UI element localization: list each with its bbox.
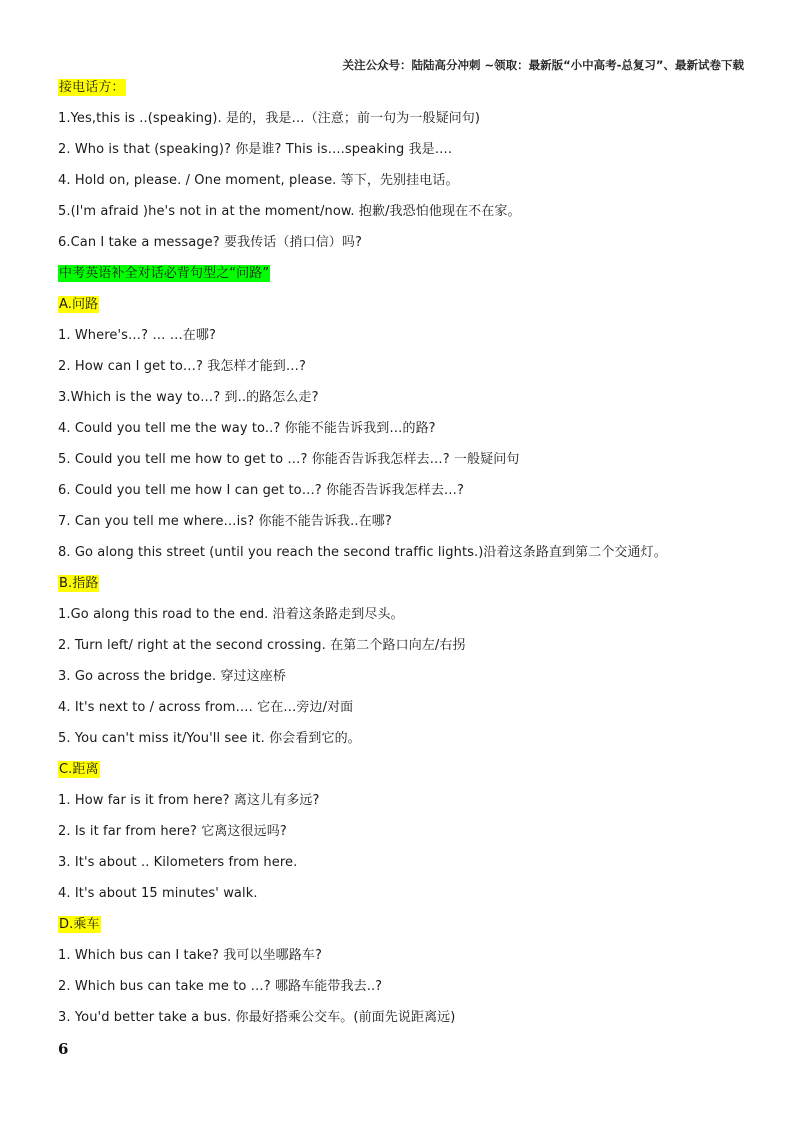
line-text: 2. Which bus can take me to …? 哪路车能带我去..?: [58, 979, 383, 994]
text-line: [58, 447, 758, 478]
text-line: [58, 478, 758, 509]
line-text: 1. Where's…? … …在哪?: [58, 328, 216, 343]
line-text: 4. Could you tell me the way to..? 你能不能告诉我到…的路?: [58, 421, 436, 436]
line-text: 3. It's about .. Kilometers from here.: [58, 855, 298, 870]
text-line: [58, 974, 758, 1005]
header-note: 关注公众号：陆陆高分冲刺 ~领取：最新版“小中高考-总复习”、最新试卷下载: [342, 58, 744, 72]
line-text: 4. It's about 15 minutes' walk.: [58, 886, 258, 901]
line-text: 2. How can I get to…? 我怎样才能到…?: [58, 359, 306, 374]
line-text: 8. Go along this street (until you reach the second traffic lights.)沿着这条路直到第二个交通灯。: [58, 545, 667, 560]
text-line: [58, 385, 758, 416]
document-body: [58, 75, 758, 1036]
highlighted-heading-text: 接电话方：: [59, 80, 125, 95]
line-text: 4. It's next to / across from…. 它在…旁边/对面: [58, 700, 354, 715]
text-line: [58, 602, 758, 633]
text-line: [58, 106, 758, 137]
highlighted-heading-text: 中考英语补全对话必背句型之“问路”: [59, 266, 270, 281]
text-line: [58, 695, 758, 726]
text-line: [58, 1005, 758, 1036]
line-text: 2. Who is that (speaking)? 你是谁? This is….speaking 我是….: [58, 142, 453, 157]
line-text: 7. Can you tell me where…is? 你能不能告诉我..在哪?: [58, 514, 392, 529]
line-text: 2. Turn left/ right at the second crossing. 在第二个路口向左/右拐: [58, 638, 466, 653]
page-number: 6: [58, 1040, 69, 1058]
text-line: [58, 726, 758, 757]
line-text: 4. Hold on, please. / One moment, please. 等下，先别挂电话。: [58, 173, 459, 188]
text-line: [58, 540, 758, 571]
highlighted-heading-text: B.指路: [59, 576, 99, 591]
highlighted-heading-text: C.距离: [59, 762, 99, 777]
text-line: [58, 850, 758, 881]
text-line: [58, 881, 758, 912]
section-heading: [58, 75, 758, 106]
highlighted-heading-text: D.乘车: [59, 917, 100, 932]
text-line: [58, 509, 758, 540]
text-line: [58, 819, 758, 850]
text-line: [58, 137, 758, 168]
line-text: 1. How far is it from here? 离这儿有多远?: [58, 793, 320, 808]
text-line: [58, 664, 758, 695]
section-heading: [58, 757, 758, 788]
text-line: [58, 416, 758, 447]
line-text: 3.Which is the way to…? 到..的路怎么走?: [58, 390, 319, 405]
line-text: 1.Go along this road to the end. 沿着这条路走到尽头。: [58, 607, 404, 622]
line-text: 6.Can I take a message? 要我传话（捎口信）吗?: [58, 235, 362, 250]
line-text: 5. Could you tell me how to get to …? 你能否告诉我怎样去…? 一般疑问句: [58, 452, 520, 467]
line-text: 6. Could you tell me how I can get to…? 你能否告诉我怎样去…?: [58, 483, 465, 498]
text-line: [58, 943, 758, 974]
line-text: 5. You can't miss it/You'll see it. 你会看到它的。: [58, 731, 361, 746]
text-line: [58, 788, 758, 819]
line-text: 3. You'd better take a bus. 你最好搭乘公交车。(前面先说距离远): [58, 1010, 456, 1025]
line-text: 3. Go across the bridge. 穿过这座桥: [58, 669, 286, 684]
line-text: 5.(I'm afraid )he's not in at the moment/now. 抱歉/我恐怕他现在不在家。: [58, 204, 521, 219]
section-heading: [58, 292, 758, 323]
text-line: [58, 199, 758, 230]
highlighted-heading-text: A.问路: [59, 297, 99, 312]
line-text: 1. Which bus can I take? 我可以坐哪路车?: [58, 948, 322, 963]
text-line: [58, 230, 758, 261]
text-line: [58, 168, 758, 199]
section-heading: [58, 261, 758, 292]
section-heading: [58, 571, 758, 602]
line-text: 2. Is it far from here? 它离这很远吗?: [58, 824, 287, 839]
text-line: [58, 323, 758, 354]
text-line: [58, 633, 758, 664]
line-text: 1.Yes,this is ..(speaking). 是的，我是…（注意；前一句为一般疑问句): [58, 111, 481, 126]
text-line: [58, 354, 758, 385]
section-heading: [58, 912, 758, 943]
